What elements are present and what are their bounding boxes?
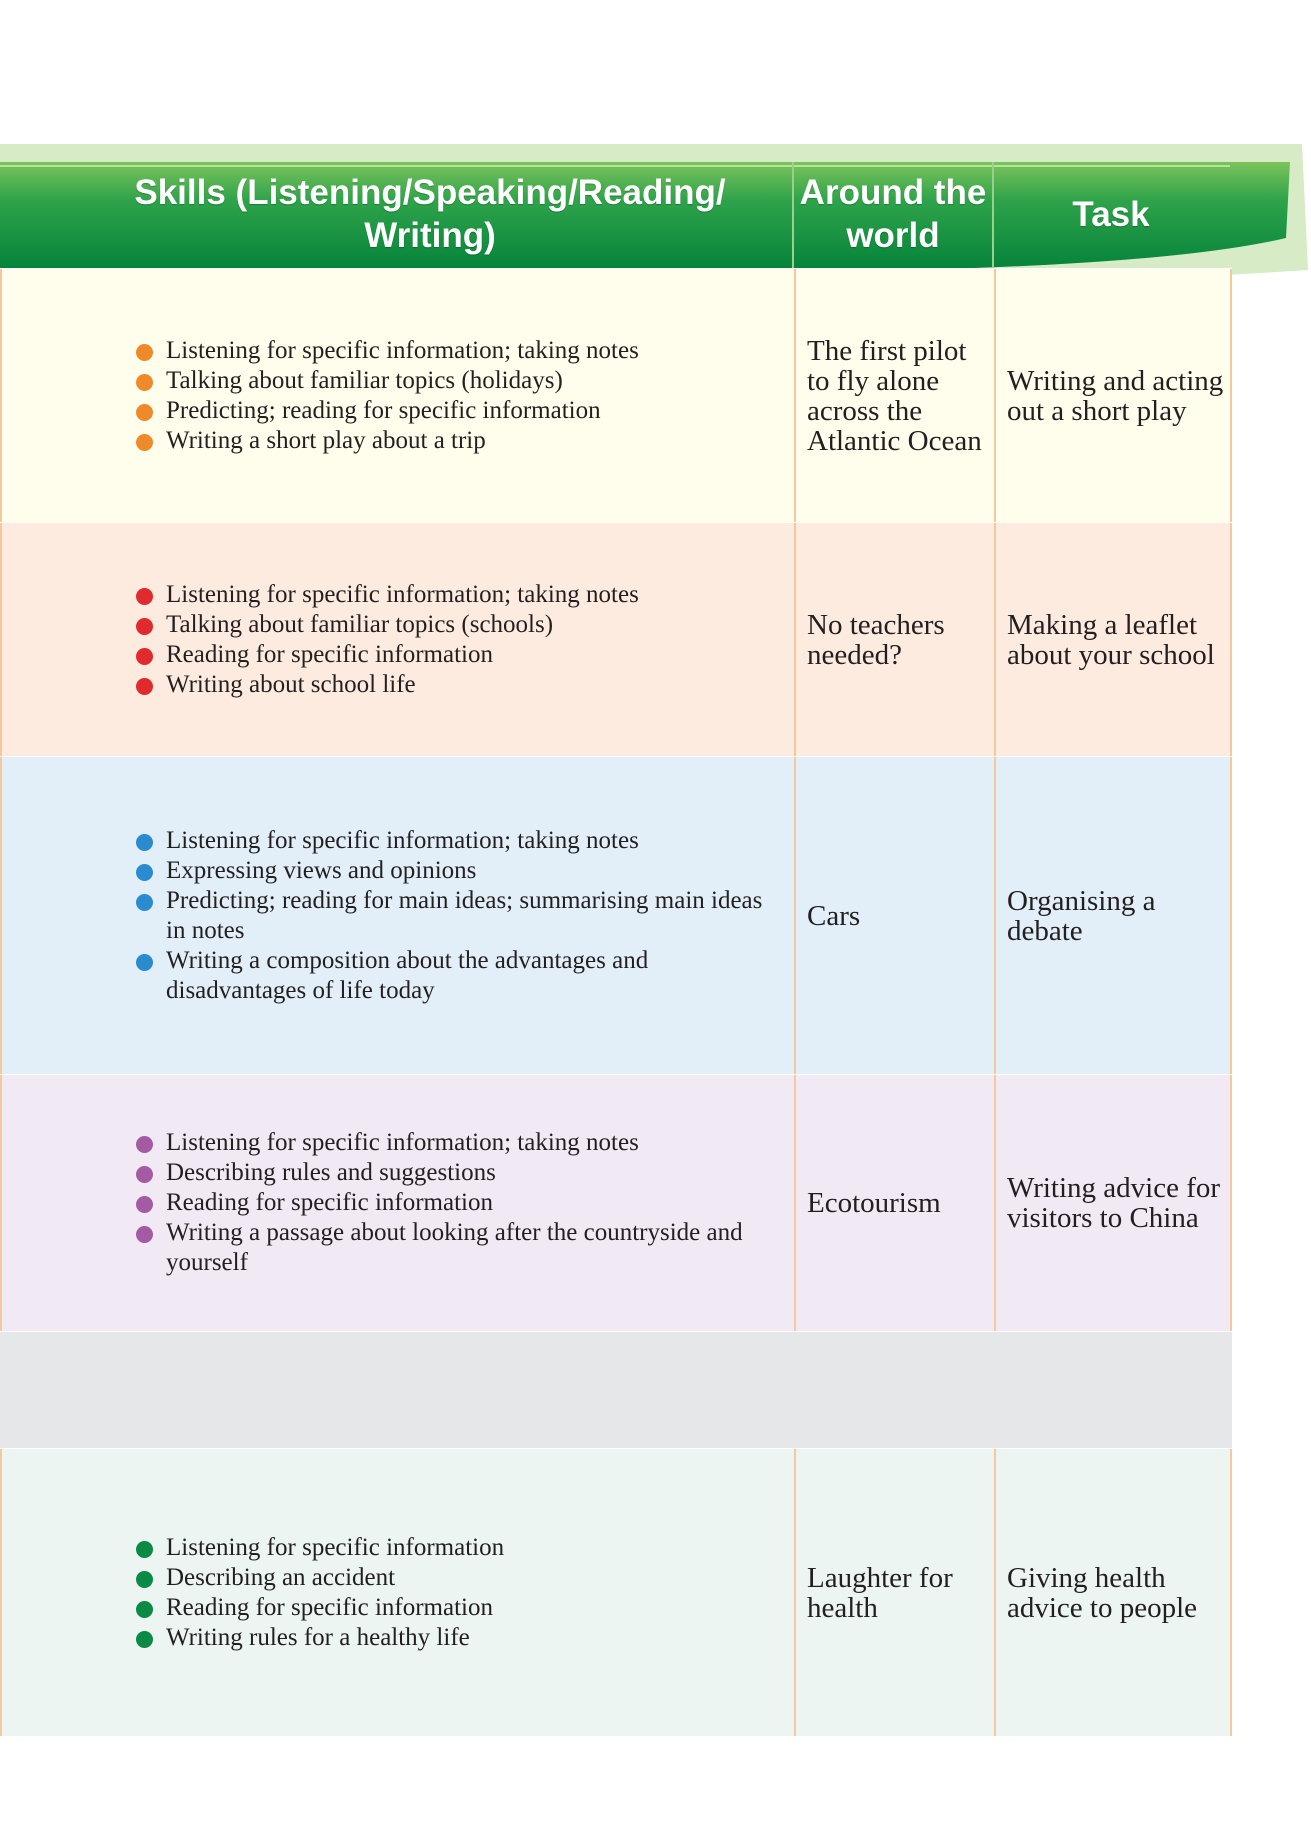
bullet-icon [136, 434, 153, 451]
list-item [136, 336, 639, 366]
list-item [136, 1593, 504, 1623]
bullet-icon [136, 1136, 153, 1153]
column-divider [794, 1075, 796, 1331]
task-cell: Writing advice for visitors to China [1007, 1172, 1221, 1234]
bullet-icon [136, 648, 153, 665]
around-the-world-cell: Laughter for health [807, 1561, 953, 1624]
column-divider [1230, 269, 1232, 522]
skill-text: Talking about familiar topics (holidays) [166, 366, 563, 394]
list-item [136, 1188, 776, 1218]
column-divider [994, 757, 996, 1074]
skills-list [136, 580, 639, 700]
column-divider [994, 1449, 996, 1736]
bullet-icon [136, 1166, 153, 1183]
skill-text: Writing a short play about a trip [166, 426, 486, 454]
bullet-icon [136, 344, 153, 361]
column-divider [794, 757, 796, 1074]
skill-text: Expressing views and opinions [166, 856, 477, 884]
bullet-icon [136, 894, 153, 911]
skill-text: Describing an accident [166, 1563, 396, 1591]
column-divider [794, 523, 796, 756]
task-cell: Writing and acting out a short play [1007, 364, 1224, 427]
table-row [0, 1331, 1232, 1448]
skill-text: Talking about familiar topics (schools) [166, 610, 554, 638]
skill-text: Listening for specific information [166, 1533, 505, 1561]
bullet-icon [136, 1541, 153, 1558]
bullet-icon [136, 404, 153, 421]
skills-cell [136, 269, 776, 522]
task-cell: Giving health advice to people [1007, 1561, 1198, 1624]
header-task: Task [1072, 194, 1150, 234]
around-the-world-cell: Cars [807, 899, 861, 932]
bullet-icon [136, 588, 153, 605]
skill-text: Predicting; reading for specific information [166, 396, 601, 424]
bullet-icon [136, 954, 153, 971]
list-item [136, 826, 776, 856]
column-divider [0, 1449, 2, 1736]
skill-text: Writing rules for a healthy life [166, 1623, 470, 1651]
bullet-icon [136, 374, 153, 391]
table-row [0, 1074, 1232, 1331]
list-item [136, 946, 776, 1006]
column-divider [1230, 1075, 1232, 1331]
table-row [0, 756, 1232, 1074]
skills-cell [136, 757, 776, 1074]
table-row [0, 522, 1232, 756]
column-divider [1230, 1449, 1232, 1736]
skill-text: Writing a composition about the advantages and disadvantages of life today [166, 946, 649, 1004]
skill-text: Predicting; reading for main ideas; summarising main ideas in notes [166, 886, 763, 944]
table-row [0, 1448, 1232, 1736]
list-item [136, 580, 639, 610]
bullet-icon [136, 618, 153, 635]
bullet-icon [136, 864, 153, 881]
list-item [136, 426, 639, 456]
column-divider [0, 1075, 2, 1331]
skill-text: Writing a passage about looking after the countryside and yourself [166, 1219, 743, 1276]
skills-list [136, 826, 776, 1006]
column-divider [794, 1449, 796, 1736]
table-row [0, 268, 1232, 522]
task-cell [1007, 1332, 1227, 1448]
skills-cell [136, 1449, 776, 1736]
list-item [136, 670, 639, 700]
bullet-icon [136, 1571, 153, 1588]
bullet-icon [136, 678, 153, 695]
skill-text: Writing about school life [166, 670, 416, 698]
list-item [136, 1128, 776, 1158]
skills-cell [136, 1075, 776, 1331]
list-item [136, 396, 639, 426]
bullet-icon [136, 834, 153, 851]
list-item [136, 1563, 504, 1593]
around-the-world-cell: Ecotourism [807, 1187, 941, 1219]
list-item [136, 366, 639, 396]
column-divider [0, 269, 2, 522]
task-cell: Organising a debate [1007, 884, 1156, 947]
bullet-icon [136, 1226, 153, 1243]
skills-list [136, 336, 639, 456]
skill-text: Reading for specific information [166, 640, 493, 668]
header-around-the-world: Around the world [799, 173, 987, 255]
skills-list [136, 1128, 776, 1278]
list-item [136, 640, 639, 670]
skill-text: Reading for specific information [166, 1189, 493, 1216]
skills-list [136, 1533, 504, 1653]
list-item [136, 856, 776, 886]
task-cell: Making a leaflet about your school [1007, 608, 1215, 671]
list-item [136, 1623, 504, 1653]
skill-text: Reading for specific information [166, 1593, 493, 1621]
column-divider [0, 523, 2, 756]
column-divider [0, 757, 2, 1074]
bullet-icon [136, 1631, 153, 1648]
column-divider [1230, 523, 1232, 756]
column-divider [994, 1075, 996, 1331]
list-item [136, 1218, 776, 1278]
skill-text: Listening for specific information; taking notes [166, 826, 639, 854]
around-the-world-cell [807, 1332, 987, 1448]
bullet-icon [136, 1196, 153, 1213]
around-the-world-cell: The first pilot to fly alone across the Atlantic Ocean [807, 334, 982, 457]
header-skills: Skills (Listening/Speaking/Reading/ Writing) [134, 173, 726, 255]
skills-cell [136, 1332, 776, 1448]
column-divider [794, 269, 796, 522]
skill-text: Describing rules and suggestions [166, 1159, 496, 1186]
skill-text: Listening for specific information; taking notes [166, 580, 639, 608]
skill-text: Listening for specific information; taking notes [166, 1129, 639, 1156]
skills-cell [136, 523, 776, 756]
list-item [136, 1533, 504, 1563]
skill-text: Listening for specific information; taking notes [166, 336, 639, 364]
list-item [136, 886, 776, 946]
list-item [136, 610, 639, 640]
column-divider [1230, 757, 1232, 1074]
column-divider [994, 269, 996, 522]
list-item [136, 1158, 776, 1188]
column-divider [994, 523, 996, 756]
bullet-icon [136, 1601, 153, 1618]
around-the-world-cell: No teachers needed? [807, 608, 945, 671]
